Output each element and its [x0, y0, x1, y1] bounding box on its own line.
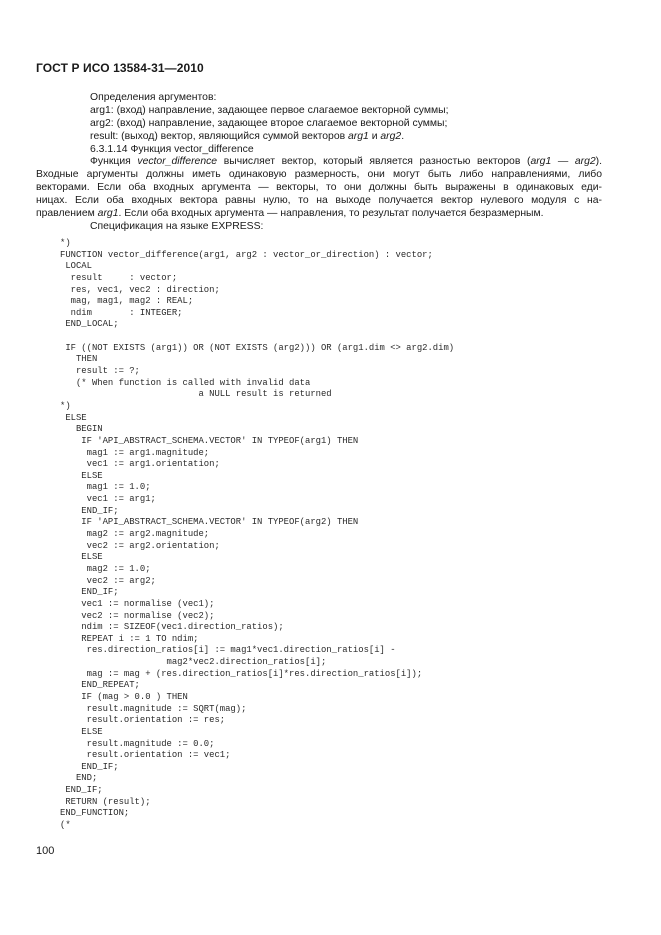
text-line: [36, 169, 602, 182]
code-line: result.magnitude := SQRT(mag);: [60, 703, 247, 714]
code-line: END_IF;: [60, 505, 119, 516]
code-line: mag, mag1, mag2 : REAL;: [60, 296, 194, 307]
code-line: mag1 := arg1.magnitude;: [60, 447, 210, 458]
code-line: res, vec1, vec2 : direction;: [60, 284, 220, 295]
text-line: [36, 182, 602, 195]
text-segment: правлением: [36, 208, 98, 220]
code-line: vec1 := arg1.orientation;: [60, 459, 220, 470]
code-line: (* When function is called with invalid data: [60, 377, 311, 388]
text-segment: Определения аргументов:: [90, 92, 217, 103]
italic-term: vector_difference: [137, 156, 218, 168]
code-line: BEGIN: [60, 424, 103, 435]
text-line: [36, 221, 602, 234]
code-line: mag2*vec2.direction_ratios[i];: [60, 657, 327, 668]
text-line: [36, 131, 602, 144]
code-line: mag2 := 1.0;: [60, 563, 151, 574]
code-line: vec2 := arg2;: [60, 575, 156, 586]
italic-term: arg1: [97, 208, 119, 220]
code-line: IF ((NOT EXISTS (arg1)) OR (NOT EXISTS (arg2))) OR (arg1.dim <> arg2.dim): [60, 342, 455, 353]
code-line: ELSE: [60, 412, 87, 423]
text-segment: ).: [595, 156, 602, 168]
express-code-listing: [60, 238, 454, 832]
function-description: [36, 92, 602, 234]
code-line: ndim := SIZEOF(vec1.direction_ratios);: [60, 622, 284, 633]
code-line: res.direction_ratios[i] := mag1*vec1.direction_ratios[i] -: [60, 645, 396, 656]
code-line: ndim : INTEGER;: [60, 307, 183, 318]
code-line: END_REPEAT;: [60, 680, 140, 691]
code-line: mag := mag + (res.direction_ratios[i]*res.direction_ratios[i]);: [60, 668, 423, 679]
text-segment: Входные аргументы должны иметь одинаковую размерность, они могут быть либо направлениями, либо: [36, 169, 602, 181]
code-line: result.magnitude := 0.0;: [60, 738, 215, 749]
code-line: THEN: [60, 354, 98, 365]
page-header: ГОСТ Р ИСО 13584-31—2010: [36, 61, 204, 75]
text-segment: вычисляет вектор, который является разностью векторов (: [217, 156, 531, 168]
text-segment: векторами. Если оба входных аргумента — векторы, то они должны быть выражены в одинаковых еди-: [36, 182, 602, 194]
italic-term: arg1 — arg2: [530, 156, 596, 168]
code-line: END_IF;: [60, 785, 103, 796]
text-line: [36, 195, 602, 208]
code-line: END_IF;: [60, 587, 119, 598]
code-line: LOCAL: [60, 261, 92, 272]
code-line: result : vector;: [60, 272, 178, 283]
text-segment: и: [368, 130, 381, 142]
code-line: result := ?;: [60, 366, 140, 377]
code-line: vec1 := normalise (vec1);: [60, 598, 215, 609]
code-line: REPEAT i := 1 TO ndim;: [60, 633, 199, 644]
text-line: [36, 105, 602, 118]
code-line: a NULL result is returned: [60, 389, 332, 400]
italic-term: arg1: [348, 130, 369, 142]
text-segment: . Если оба входных аргумента — направления, то результат получается безразмерным.: [118, 208, 544, 220]
code-line: *): [60, 238, 71, 248]
text-segment: Функция: [90, 156, 138, 168]
text-line: [36, 144, 602, 157]
code-line: result.orientation := res;: [60, 715, 226, 726]
text-line: [36, 92, 602, 105]
text-segment: ницах. Если оба входных вектора равны нулю, то на выходе получается вектор нулевого модуля с на-: [36, 195, 602, 207]
text-segment: result: (выход) вектор, являющийся суммой векторов: [90, 130, 349, 142]
code-line: IF 'API_ABSTRACT_SCHEMA.VECTOR' IN TYPEOF(arg2) THEN: [60, 517, 359, 528]
text-segment: .: [401, 130, 405, 142]
text-segment: Спецификация на языке EXPRESS:: [90, 220, 264, 232]
code-line: ELSE: [60, 552, 103, 563]
code-line: ELSE: [60, 470, 103, 481]
code-line: IF (mag > 0.0 ) THEN: [60, 691, 188, 702]
code-line: END_IF;: [60, 761, 119, 772]
code-line: vec1 := arg1;: [60, 494, 156, 505]
code-line: END_LOCAL;: [60, 319, 119, 330]
page-number: 100: [36, 845, 55, 857]
code-line: [60, 331, 454, 343]
code-line: mag2 := arg2.magnitude;: [60, 529, 210, 540]
code-line: ELSE: [60, 726, 103, 737]
text-line: [36, 118, 602, 131]
italic-term: arg2: [380, 130, 402, 142]
text-line: [36, 156, 602, 169]
code-line: FUNCTION vector_difference(arg1, arg2 : vector_or_direction) : vector;: [60, 249, 433, 260]
text-segment: 6.3.1.14 Функция vector_difference: [90, 143, 254, 155]
code-line: IF 'API_ABSTRACT_SCHEMA.VECTOR' IN TYPEOF(arg1) THEN: [60, 435, 359, 446]
text-line: [36, 208, 602, 221]
text-segment: arg2: (вход) направление, задающее второе слагаемое векторной суммы;: [90, 117, 448, 129]
code-line: mag1 := 1.0;: [60, 482, 151, 493]
code-line: END_FUNCTION;: [60, 808, 130, 819]
code-line: RETURN (result);: [60, 796, 151, 807]
code-line: result.orientation := vec1;: [60, 750, 231, 761]
code-line: (*: [60, 820, 71, 831]
code-line: vec2 := arg2.orientation;: [60, 540, 220, 551]
text-segment: arg1: (вход) направление, задающее первое слагаемое векторной суммы;: [90, 104, 449, 116]
code-line: vec2 := normalise (vec2);: [60, 610, 215, 621]
code-line: END;: [60, 773, 98, 784]
code-line: *): [60, 400, 71, 411]
